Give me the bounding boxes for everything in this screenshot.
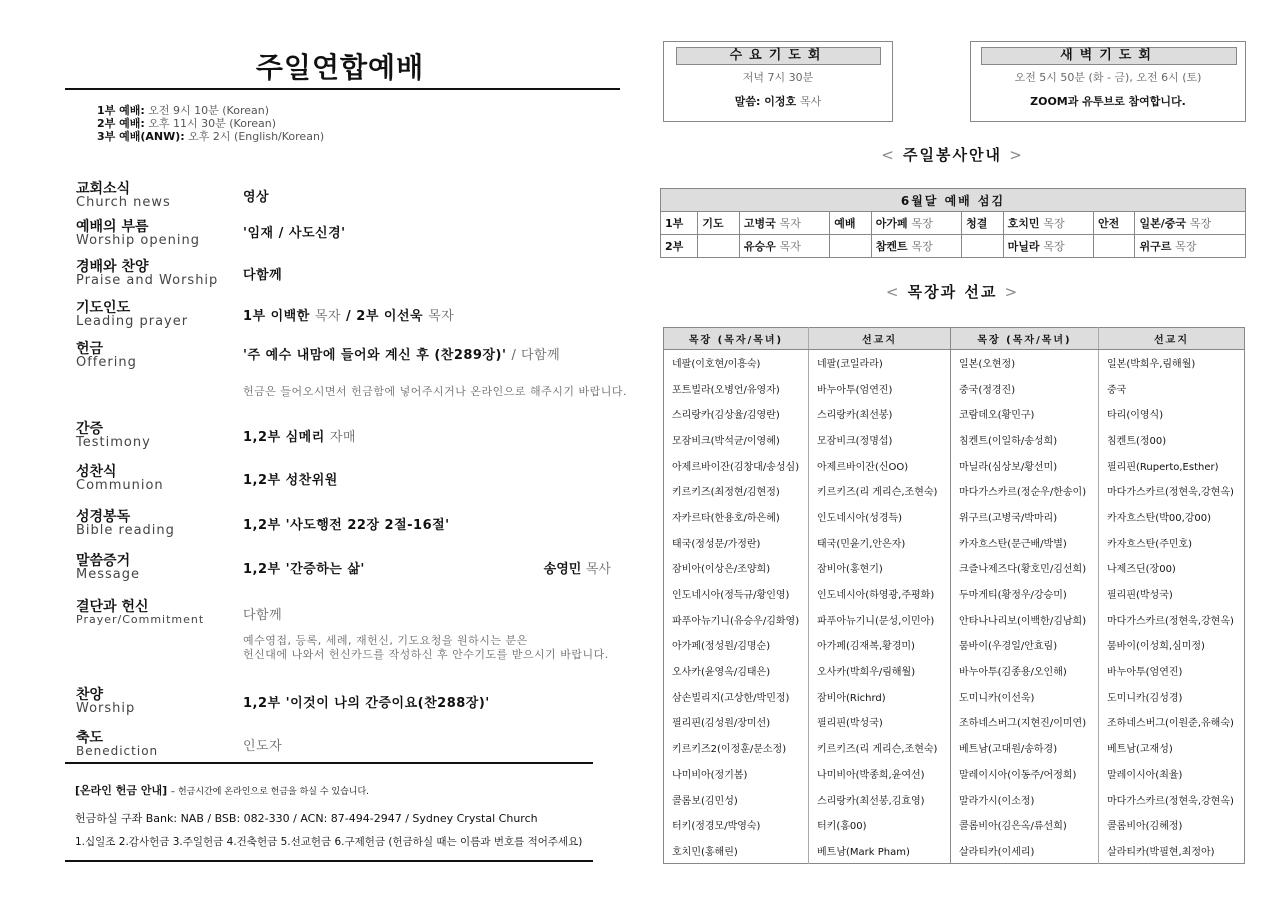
duty-category: 청결 — [962, 212, 1003, 235]
wednesday-prayer-title: 수요기도회 — [676, 47, 881, 65]
mission-field-cell: 바누아투(엄연진) — [1107, 667, 1183, 679]
ministry-group-cell: 침켄트(이일하/송성희) — [951, 427, 1099, 453]
table-row — [661, 235, 1246, 258]
order-title: 간증 — [76, 421, 104, 437]
order-title: 경배와 찬양 — [76, 259, 149, 275]
giving-heading-line — [75, 782, 369, 798]
mission-field-cell: 나제즈딘(장00) — [1107, 564, 1176, 576]
service-time-value: 오후 11시 30분 (Korean) — [148, 117, 276, 130]
order-title: 성경봉독 — [76, 509, 131, 525]
ministry-group-cell: 살라티카(이세리) — [951, 838, 1099, 864]
mission-field-cell: 태국(민윤기,안은자) — [809, 529, 951, 555]
ministry-group-cell: 콜롬비아(김은옥/류선희) — [951, 812, 1099, 838]
column-header: 목장 (목자/목녀) — [951, 328, 1099, 350]
online-giving-box — [65, 762, 593, 862]
table-row — [664, 812, 1245, 838]
order-subtitle: Message — [76, 567, 140, 582]
mission-section-title: < 목장과 선교 > — [885, 283, 1020, 301]
table-row — [664, 478, 1245, 504]
table-row — [664, 555, 1245, 581]
mission-field-cell: 필리핀(박성국) — [809, 709, 951, 735]
service-number: 1부 — [661, 212, 698, 235]
order-subtitle: Worship — [76, 701, 136, 716]
giving-heading: [온라인 헌금 안내] — [75, 784, 168, 797]
wednesday-prayer-time: 저녁 7시 30분 — [742, 71, 814, 84]
order-title: 성찬식 — [76, 464, 117, 480]
table-row — [664, 735, 1245, 761]
giving-types: 1.십일조 2.감사헌금 3.주일헌금 4.건축헌금 5.선교헌금 6.구제헌금 (헌금하실 때는 이름과 번호를 적어주세요) — [75, 836, 583, 848]
dawn-prayer-time: 오전 5시 50분 (화 - 금), 오전 6시 (토) — [1014, 71, 1202, 84]
mission-field-cell: 조하네스버그(이원준,유해숙) — [1107, 718, 1234, 730]
mission-table — [663, 327, 1245, 864]
order-message — [76, 550, 621, 590]
ministry-group-cell: 나미비아(정기봄) — [664, 761, 809, 787]
wednesday-prayer-box — [663, 41, 893, 122]
mission-field-cell: 침켄트(정00) — [1107, 435, 1167, 447]
service-time-label: 1부 예배: — [97, 104, 145, 117]
duty-category — [1094, 235, 1135, 258]
order-value: 다함께 — [243, 268, 283, 283]
role-label: 자매 — [329, 430, 356, 445]
mission-field-cell: 키르키즈(리 게리슨,조현숙) — [809, 478, 951, 504]
table-row — [664, 632, 1245, 658]
mission-field-cell: 스리랑카(최선봉) — [809, 401, 951, 427]
order-worship-song — [76, 684, 621, 724]
dawn-prayer-note: ZOOM과 유투브로 참여합니다. — [1030, 95, 1186, 108]
order-subtitle: Bible reading — [76, 523, 175, 538]
order-value — [243, 344, 560, 363]
order-offering — [76, 338, 621, 378]
order-value: 1,2부 성찬위원 — [243, 473, 338, 488]
ministry-group-cell: 파푸아뉴기니(유승우/김화영) — [664, 606, 809, 632]
service-section-title: < 주일봉사안내 > — [881, 146, 1024, 164]
mission-field-cell: 마다가스카르(정현욱,강현옥) — [1107, 487, 1234, 499]
mission-field-cell: 카자흐스탄(박00,강00) — [1107, 512, 1212, 524]
order-subtitle: Church news — [76, 195, 171, 210]
order-value: 1,2부 '이것이 나의 간증이요(찬288장)' — [243, 696, 490, 711]
duty-assignee: 마닐라 목장 — [1003, 235, 1093, 258]
order-leading-prayer — [76, 297, 621, 337]
order-title: 교회소식 — [76, 181, 131, 197]
order-value: 1,2부 '사도행전 22장 2절-16절' — [243, 518, 450, 533]
mission-field-cell: 일본(박희우,림해월) — [1107, 359, 1196, 371]
duty-assignee: 일본/중국 목장 — [1135, 212, 1246, 235]
commitment-note-line: 예수영접, 등록, 세례, 재헌신, 기도요청을 원하시는 분은 — [243, 634, 528, 647]
order-value — [243, 305, 454, 324]
duty-assignee: 유승우 목자 — [739, 235, 829, 258]
service-number: 2부 — [661, 235, 698, 258]
ministry-group-cell: 마다가스카르(정순우/한송이) — [951, 478, 1099, 504]
table-row — [664, 761, 1245, 787]
ministry-group-cell: 중국(정경진) — [951, 375, 1099, 401]
duty-assignee: 참켄트 목장 — [871, 235, 961, 258]
ministry-group-cell: 베트남(고대원/송하경) — [951, 735, 1099, 761]
mission-field-cell: 아제르바이잔(신OO) — [809, 452, 951, 478]
mission-field-cell: 살라티카(박필현,최정아) — [1107, 846, 1215, 858]
order-value: 다함께 — [243, 608, 283, 623]
ministry-group-cell: 태국(정성문/가정란) — [664, 529, 809, 555]
mission-field-cell: 스리랑카(최선봉,김효영) — [809, 786, 951, 812]
table-row — [664, 452, 1245, 478]
order-praise — [76, 256, 621, 296]
order-testimony — [76, 418, 621, 458]
mission-field-cell: 터키(홍00) — [809, 812, 951, 838]
ministry-group-cell: 모잠비크(박석균/이영혜) — [664, 427, 809, 453]
title-divider — [65, 88, 620, 90]
duty-assignee: 아가페 목장 — [871, 212, 961, 235]
ministry-group-cell: 안타나나리보(이백한/김남희) — [951, 606, 1099, 632]
ministry-group-cell: 코람데오(황민구) — [951, 401, 1099, 427]
order-title: 축도 — [76, 730, 104, 746]
mission-field-cell: 잠비아(Richrd) — [809, 683, 951, 709]
table-row — [661, 212, 1246, 235]
service-table — [660, 188, 1246, 258]
ministry-group-cell: 아가페(정성원/김명순) — [664, 632, 809, 658]
ministry-group-cell: 일본(오현정) — [951, 350, 1099, 376]
order-value: 1,2부 '간증하는 삶' — [243, 562, 365, 577]
ministry-group-cell: 콜롬보(김민성) — [664, 786, 809, 812]
mission-field-cell: 바누아투(엄연진) — [809, 375, 951, 401]
table-row — [664, 683, 1245, 709]
order-title: 말씀증거 — [76, 553, 131, 569]
order-church-news — [76, 178, 621, 218]
service-times — [97, 104, 324, 143]
order-value: 인도자 — [243, 739, 283, 754]
ministry-group-cell: 키르키즈(최정현/김현정) — [664, 478, 809, 504]
giving-heading-note: – 헌금시간에 온라인으로 헌금을 하실 수 있습니다. — [170, 787, 370, 797]
mission-field-cell: 콜롬비아(김혜정) — [1107, 821, 1183, 833]
mission-field-cell: 인도네시아(하영광,주평화) — [809, 581, 951, 607]
order-subtitle: Worship opening — [76, 233, 200, 248]
dawn-prayer-box — [970, 41, 1246, 122]
table-row — [664, 709, 1245, 735]
duty-category: 기도 — [698, 212, 739, 235]
table-row — [664, 581, 1245, 607]
page-title: 주일연합예배 — [255, 51, 425, 84]
service-time-2 — [97, 117, 324, 130]
ministry-group-cell: 도미니카(이선욱) — [951, 683, 1099, 709]
order-subtitle: Communion — [76, 478, 164, 493]
mission-field-cell: 잠비아(홍현기) — [809, 555, 951, 581]
mission-field-cell: 나미비아(박종희,윤여선) — [809, 761, 951, 787]
mission-field-cell: 베트남(고재성) — [1107, 744, 1173, 756]
service-time-value: 오전 9시 10분 (Korean) — [148, 104, 269, 117]
mission-field-cell: 마다가스카르(정현욱,강현옥) — [1107, 615, 1234, 627]
service-time-label: 2부 예배: — [97, 117, 145, 130]
ministry-group-cell: 삼손빌리지(고상한/박민정) — [664, 683, 809, 709]
offering-note: 헌금은 들어오시면서 헌금함에 넣어주시거나 온라인으로 해주시기 바랍니다. — [243, 385, 628, 398]
mission-field-cell: 키르키즈(리 게리슨,조현숙) — [809, 735, 951, 761]
ministry-group-cell: 조하네스버그(지현진/이미연) — [951, 709, 1099, 735]
offering-tail: / 다함께 — [511, 348, 561, 363]
duty-assignee: 호치민 목장 — [1003, 212, 1093, 235]
ministry-group-cell: 호치민(홍해린) — [664, 838, 809, 864]
order-commitment — [76, 596, 621, 636]
table-row — [664, 350, 1245, 376]
mission-field-cell: 도미니카(김성경) — [1107, 692, 1183, 704]
mission-field-cell: 타리(이영식) — [1107, 410, 1164, 422]
table-row — [664, 401, 1245, 427]
service-table-header: 6월달 예배 섬김 — [661, 189, 1246, 212]
order-communion — [76, 461, 621, 501]
table-row — [664, 658, 1245, 684]
duty-category — [962, 235, 1003, 258]
duty-assignee: 위구르 목장 — [1135, 235, 1246, 258]
ministry-group-cell: 오사카(윤영옥/김태은) — [664, 658, 809, 684]
mission-field-cell: 카자흐스탄(주민호) — [1107, 538, 1193, 550]
service-time-label: 3부 예배(ANW): — [97, 130, 185, 143]
ministry-group-cell: 자카르타(한용호/하은혜) — [664, 504, 809, 530]
service-time-3 — [97, 130, 324, 143]
order-bible-reading — [76, 506, 621, 546]
order-subtitle: Prayer/Commitment — [76, 613, 205, 626]
order-worship-opening — [76, 216, 621, 256]
order-title: 결단과 헌신 — [76, 599, 149, 615]
table-row — [664, 427, 1245, 453]
mission-field-cell: 필리핀(Ruperto,Esther) — [1107, 461, 1219, 473]
mission-field-cell: 모잠비크(정명섭) — [809, 427, 951, 453]
dawn-prayer-title: 새벽기도회 — [981, 47, 1237, 65]
mission-field-cell: 파푸아뉴기니(문성,이민아) — [809, 606, 951, 632]
order-subtitle: Leading prayer — [76, 314, 189, 329]
giving-bank-info: 헌금하실 구좌 Bank: NAB / BSB: 082-330 / ACN: 87-494-2947 / Sydney Crystal Church — [75, 812, 538, 825]
ministry-group-cell: 스리랑카(김상율/김영란) — [664, 401, 809, 427]
mission-header-row — [664, 328, 1245, 350]
ministry-group-cell: 터키(정경모/박영숙) — [664, 812, 809, 838]
ministry-group-cell: 아제르바이잔(김창대/송성심) — [664, 452, 809, 478]
order-title: 기도인도 — [76, 300, 131, 316]
table-row — [664, 838, 1245, 864]
message-speaker: 송영민 목사 — [543, 562, 611, 577]
mission-field-cell: 네팔(코일라라) — [809, 350, 951, 376]
order-subtitle: Praise and Worship — [76, 273, 219, 288]
table-row — [664, 504, 1245, 530]
mission-field-cell: 베트남(Mark Pham) — [809, 838, 951, 864]
duty-category: 안전 — [1094, 212, 1135, 235]
ministry-group-cell: 위구르(고병국/박마리) — [951, 504, 1099, 530]
order-value — [243, 426, 356, 445]
service-time-value: 오후 2시 (English/Korean) — [188, 130, 325, 143]
wednesday-prayer-speaker: 말씀: 이정호 목사 — [734, 95, 822, 108]
commitment-note — [243, 634, 609, 662]
prayer-leader-1: 1부 이백한 — [243, 309, 310, 324]
testimony-speaker: 1,2부 심메리 — [243, 430, 325, 445]
ministry-group-cell: 포트빌라(오병언/유영자) — [664, 375, 809, 401]
ministry-group-cell: 인도네시아(정득규/황인영) — [664, 581, 809, 607]
ministry-group-cell: 카자흐스탄(문근배/박별) — [951, 529, 1099, 555]
commitment-note-line: 헌신대에 나와서 헌신카드를 작성하신 후 안수기도를 받으시기 바랍니다. — [243, 648, 609, 661]
ministry-group-cell: 뭄바이(우경일/안효림) — [951, 632, 1099, 658]
prayer-leader-2: / 2부 이선욱 — [346, 309, 424, 324]
offering-hymn: '주 예수 내맘에 들어와 계신 후 (찬289장)' — [243, 348, 507, 363]
ministry-group-cell: 크즐나제즈다(황호민/김선희) — [951, 555, 1099, 581]
order-title: 찬양 — [76, 687, 104, 703]
ministry-group-cell: 잠비아(이상은/조양희) — [664, 555, 809, 581]
mission-field-cell: 마다가스카르(정현욱,강현옥) — [1107, 795, 1234, 807]
table-row — [664, 375, 1245, 401]
role-label: 목자 — [314, 309, 341, 324]
ministry-group-cell: 네팔(이호현/이흥숙) — [664, 350, 809, 376]
order-title: 예배의 부름 — [76, 219, 149, 235]
mission-field-cell: 뭄바이(이성희,심미정) — [1107, 641, 1205, 653]
order-value: 영상 — [243, 190, 270, 205]
mission-field-cell: 말레이시아(최율) — [1107, 769, 1183, 781]
mission-field-cell: 인도네시아(성경득) — [809, 504, 951, 530]
role-label: 목자 — [428, 309, 455, 324]
mission-field-cell: 중국 — [1107, 384, 1127, 396]
column-header: 목장 (목자/목녀) — [664, 328, 809, 350]
ministry-group-cell: 두마게티(황정우/강승미) — [951, 581, 1099, 607]
mission-field-cell: 오사카(박희우/림해월) — [809, 658, 951, 684]
order-benediction — [76, 727, 621, 767]
order-subtitle: Testimony — [76, 435, 151, 450]
duty-assignee: 고병국 목자 — [739, 212, 829, 235]
order-subtitle: Benediction — [76, 744, 159, 758]
order-value: '임재 / 사도신경' — [243, 226, 346, 241]
table-row — [664, 606, 1245, 632]
mission-field-cell: 필리핀(박성국) — [1107, 590, 1173, 602]
service-time-1 — [97, 104, 324, 117]
ministry-group-cell: 마닐라(심상보/황선미) — [951, 452, 1099, 478]
ministry-group-cell: 말라가시(이소정) — [951, 786, 1099, 812]
table-row — [664, 529, 1245, 555]
ministry-group-cell: 바누아투(김종용/오인해) — [951, 658, 1099, 684]
order-subtitle: Offering — [76, 355, 137, 370]
ministry-group-cell: 키르키즈2(이정훈/문소정) — [664, 735, 809, 761]
table-row — [664, 786, 1245, 812]
role-label: 목사 — [585, 562, 611, 577]
duty-category: 예배 — [830, 212, 871, 235]
ministry-group-cell: 필리핀(김성원/장미선) — [664, 709, 809, 735]
column-header: 선교지 — [809, 328, 951, 350]
duty-category — [698, 235, 739, 258]
column-header: 선교지 — [1099, 328, 1245, 350]
ministry-group-cell: 말레이시아(이동주/어정희) — [951, 761, 1099, 787]
mission-field-cell: 아가페(김재복,황경미) — [809, 632, 951, 658]
order-title: 헌금 — [76, 341, 104, 357]
duty-category — [830, 235, 871, 258]
